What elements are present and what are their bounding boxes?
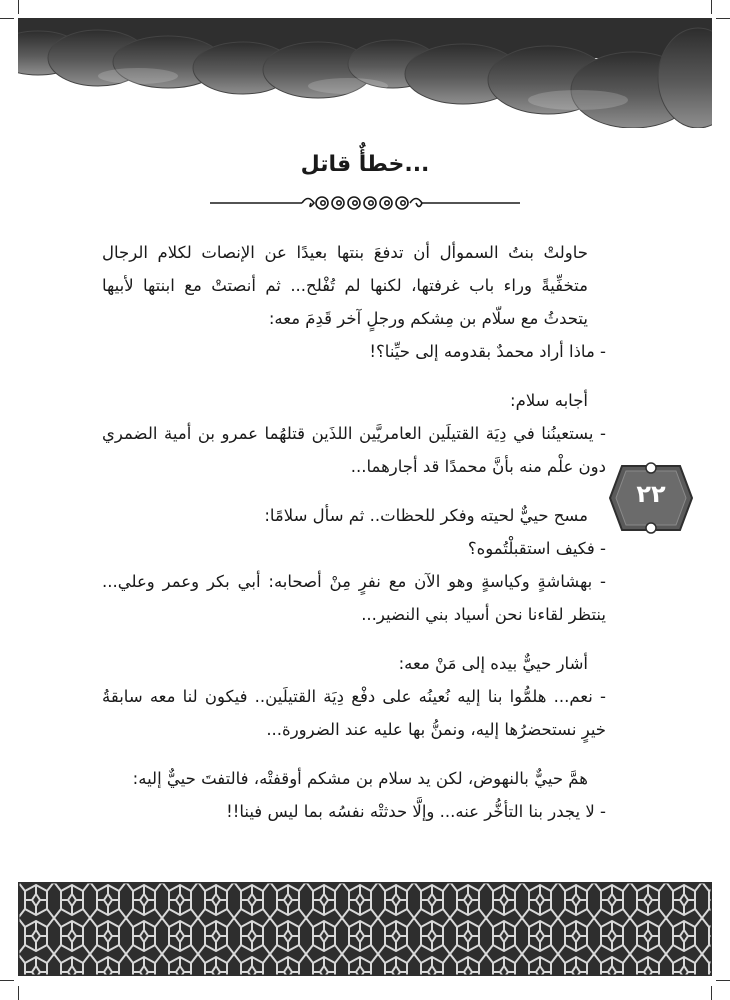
crop-mark: [0, 18, 14, 19]
dialogue-line: - لا يجدر بنا التأخُّر عنه... وإلَّا حدثتْه نفسُه بما ليس فينا!!: [226, 802, 606, 821]
page-number: ٢٢: [636, 480, 666, 508]
chapter-title: خطأٌ قاتل...: [300, 152, 430, 177]
dialogue-line: - يستعينُنا في دِيَة القتيلَين العامريَّين اللذَين قتلهُما عمرو بن أمية الضمري دون علْم منه بأنَّ محمدًا قد أجارهما...: [102, 424, 606, 476]
dialogue-line: - ماذا أراد محمدٌ بقدومه إلى حيِّنا؟!: [369, 342, 606, 361]
bottom-lattice-ornament: [18, 882, 712, 976]
dialogue-line: - فكيف استقبلْتُموه؟: [467, 539, 606, 558]
crop-mark: [716, 980, 730, 981]
dialogue-line: - بهشاشةٍ وكياسةٍ وهو الآن مع نفرٍ مِنْ أصحابه: أبي بكر وعمر وعلي... ينتظر لقاءنا نحن أسياد بني النضير...: [102, 572, 606, 624]
page-body-text: [102, 236, 606, 828]
crop-mark: [18, 0, 19, 14]
narration-line: همَّ حييٌّ بالنهوض، لكن يد سلام بن مشكم أوقفتْه، فالتفتَ حييٌّ إليه:: [132, 769, 588, 788]
chapter-title-container: [0, 152, 730, 177]
narration-line: مسح حييٌّ لحيته وفكر للحظات.. ثم سأل سلامًا:: [264, 506, 588, 525]
narration-line: أجابه سلام:: [510, 391, 588, 410]
title-ornament: [210, 188, 520, 218]
crop-mark: [18, 986, 19, 1000]
crop-mark: [711, 986, 712, 1000]
crop-mark: [711, 0, 712, 14]
narration-line: أشار حييٌّ بيده إلى مَنْ معه:: [398, 654, 588, 673]
crop-mark: [716, 18, 730, 19]
dialogue-line: - نعم... هلمُّوا بنا إليه نُعينُه على دفْع دِيَة القتيلَين.. فيكون لنا معه سابقةُ خيرٍ نستحضرُها إليه، ونمنُّ بها عليه عند الضرورة...: [102, 687, 606, 739]
crop-mark: [0, 980, 14, 981]
header-cloud-band: [18, 18, 712, 128]
paragraph-intro: حاولتْ بنتُ السموأل أن تدفعَ بنتها بعيدًا عن الإنصات لكلام الرجال متخفِّيةً وراء باب غرفتها، لكنها لم تُفْلح... ثم أنصتتْ مع ابنتها لأبيها يتحدثُ مع سلّام بن مِشكم ورجلٍ آخر قَدِمَ معه:: [102, 243, 588, 328]
